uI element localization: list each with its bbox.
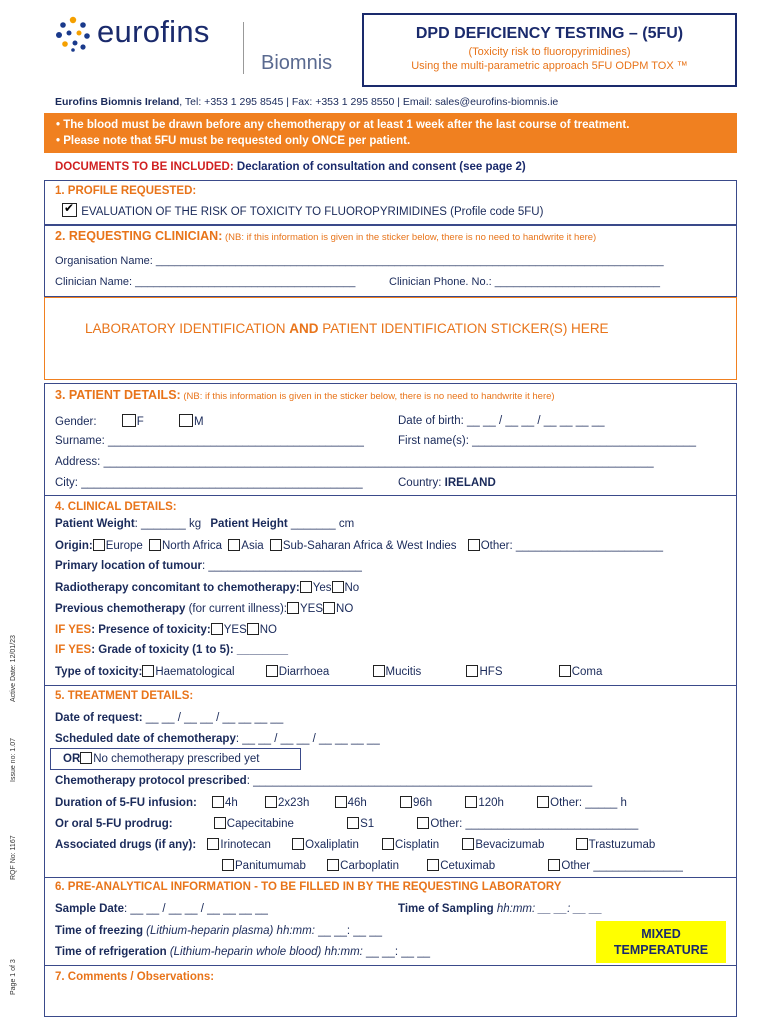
oral-s1: S1	[360, 818, 375, 830]
gender-f-checkbox[interactable]	[122, 414, 136, 427]
drug-cetuximab: Cetuximab	[440, 860, 496, 872]
sample-date-row	[55, 903, 268, 915]
drug-irinotecan: Irinotecan	[220, 839, 271, 851]
mixed-line-2: TEMPERATURE	[613, 943, 709, 957]
origin-row	[55, 539, 663, 552]
clinician-name-field[interactable]: Clinician Name: ____________________________________	[55, 276, 356, 288]
sched-row	[55, 733, 380, 745]
presence-no: NO	[259, 624, 277, 636]
tumour-row	[55, 560, 362, 572]
prev-no-checkbox[interactable]	[323, 602, 335, 614]
oral-label: Or oral 5-FU prodrug:	[55, 818, 173, 830]
drug-bevacizumab: Bevacizumab	[475, 839, 545, 851]
sticker-area	[44, 297, 737, 380]
protocol-row	[55, 775, 592, 787]
side-page: Page 1 of 3	[10, 959, 17, 995]
drug-cetuximab-checkbox[interactable]	[427, 859, 439, 871]
patient-title: 3. PATIENT DETAILS:	[55, 388, 181, 402]
type-haem: Haematological	[155, 666, 235, 678]
dob-field[interactable]: Date of birth: __ __ / __ __ / __ __ __ __	[398, 415, 605, 427]
origin-north-africa-checkbox[interactable]	[149, 539, 161, 551]
tumour-label: Primary location of tumour	[55, 560, 202, 572]
protocol-label: Chemotherapy protocol prescribed	[55, 775, 247, 787]
duration-2x23h: 2x23h	[278, 797, 310, 809]
origin-europe: Europe	[105, 540, 143, 552]
clinician-heading	[55, 229, 596, 243]
documents-text: Declaration of consultation and consent (see page 2)	[233, 161, 526, 173]
side-active-date: Active Date: 12/01/23	[10, 635, 17, 702]
assoc-label: Associated drugs (if any):	[55, 839, 197, 851]
logo-divider	[243, 22, 244, 74]
origin-other: Other: _______________________	[480, 540, 663, 552]
type-haem-checkbox[interactable]	[142, 665, 154, 677]
gender-m-checkbox[interactable]	[179, 414, 193, 427]
drug-panitumumab-checkbox[interactable]	[222, 859, 234, 871]
drug-carboplatin-checkbox[interactable]	[327, 859, 339, 871]
duration-4h: 4h	[225, 797, 238, 809]
gender-m-label: M	[194, 416, 204, 428]
type-diarrhoea: Diarrhoea	[278, 666, 330, 678]
drug-cisplatin: Cisplatin	[395, 839, 440, 851]
drug-trastuzumab-checkbox[interactable]	[576, 838, 588, 850]
or-box	[50, 748, 301, 770]
drugs-row-1	[55, 838, 655, 851]
side-rqf-no: RQF No: 1167	[10, 835, 17, 880]
presence-label: : Presence of toxicity:	[91, 624, 211, 636]
drug-other: Other ______________	[561, 860, 683, 872]
subtitle-1: (Toxicity risk to fluoropyrimidines)	[468, 46, 631, 58]
request-date-label: Date of request:	[55, 712, 143, 724]
duration-4h-checkbox[interactable]	[212, 796, 224, 808]
toxicity-presence-row	[55, 623, 277, 636]
freezing-label: Time of freezing	[55, 925, 143, 937]
sched-field[interactable]: : __ __ / __ __ / __ __ __ __	[235, 733, 380, 745]
request-date-field[interactable]: __ __ / __ __ / __ __ __ __	[142, 712, 284, 724]
prev-yes-checkbox[interactable]	[287, 602, 299, 614]
eurofins-logo	[55, 14, 355, 74]
city-field[interactable]: City: ____________________________________________	[55, 477, 363, 489]
profile-option-label: EVALUATION OF THE RISK OF TOXICITY TO FLUOROPYRIMIDINES (Profile code 5FU)	[81, 206, 544, 218]
radio-label: Radiotherapy concomitant to chemotherapy:	[55, 582, 300, 594]
request-date-row	[55, 712, 283, 724]
grade-row	[55, 644, 288, 656]
type-diarrhoea-checkbox[interactable]	[266, 665, 278, 677]
organisation-field[interactable]: Organisation Name: ___________________________________________________________________________________	[55, 255, 664, 267]
clinician-phone-field[interactable]: Clinician Phone. No.: ___________________________	[389, 276, 660, 288]
grade-field[interactable]: : Grade of toxicity (1 to 5): ________	[91, 644, 289, 656]
origin-label: Origin:	[55, 540, 93, 552]
drug-bevacizumab-checkbox[interactable]	[462, 838, 474, 850]
duration-other: Other: _____ h	[550, 797, 627, 809]
profile-title: 1. PROFILE REQUESTED:	[55, 185, 197, 197]
freezing-row	[55, 925, 382, 937]
sampling-time-row	[398, 903, 602, 915]
type-coma: Coma	[571, 666, 603, 678]
drugs-row-2	[222, 859, 683, 872]
page-title: DPD DEFICIENCY TESTING – (5FU)	[415, 25, 684, 42]
presence-yes: YES	[223, 624, 247, 636]
origin-europe-checkbox[interactable]	[93, 539, 105, 551]
tumour-field[interactable]: : ________________________	[201, 560, 362, 572]
ifyes-label-1: IF YES	[55, 624, 92, 636]
country-value: IRELAND	[444, 477, 496, 489]
mixed-line-1: MIXED	[641, 927, 681, 941]
oral-capecitabine: Capecitabine	[226, 818, 294, 830]
oral-s1-checkbox[interactable]	[347, 817, 359, 829]
refrig-row	[55, 946, 430, 958]
prev-chemo-note: (for current illness):	[185, 603, 287, 615]
warning-banner	[44, 113, 737, 153]
weight-label: Patient Weight	[55, 518, 135, 530]
drug-carboplatin: Carboplatin	[340, 860, 399, 872]
duration-other-checkbox[interactable]	[537, 796, 549, 808]
toxicity-type-row	[55, 665, 602, 678]
side-issue-no: Issue no: 1.07	[10, 738, 17, 782]
duration-96h-checkbox[interactable]	[400, 796, 412, 808]
weight-field[interactable]: : _______ kg	[134, 518, 202, 530]
brand-name: eurofins	[97, 14, 210, 49]
origin-north-africa: North Africa	[162, 540, 223, 552]
or-label: OR	[63, 753, 81, 765]
drug-panitumumab: Panitumumab	[235, 860, 306, 872]
duration-96h: 96h	[412, 797, 433, 809]
type-mucitis-checkbox[interactable]	[373, 665, 385, 677]
sub-brand: Biomnis	[261, 52, 333, 74]
sampling-time-label: Time of Sampling	[398, 903, 494, 915]
duration-120h: 120h	[478, 797, 504, 809]
origin-ssa-checkbox[interactable]	[270, 539, 282, 551]
freezing-note: (Lithium-heparin plasma) hh:mm:	[142, 925, 315, 937]
radio-no: No	[344, 582, 360, 594]
gender-label: Gender:	[55, 416, 97, 428]
banner-line-1: • The blood must be drawn before any chemotherapy or at least 1 week after the last course of treatment.	[56, 119, 630, 131]
clinician-title: 2. REQUESTING CLINICIAN:	[55, 229, 223, 243]
preanalytical-title: 6. PRE-ANALYTICAL INFORMATION - TO BE FILLED IN BY THE REQUESTING LABORATORY	[55, 881, 562, 893]
radio-no-checkbox[interactable]	[332, 581, 344, 593]
origin-asia: Asia	[241, 540, 264, 552]
mixed-temperature-badge	[596, 921, 726, 963]
sample-date-field[interactable]: : __ __ / __ __ / __ __ __ __	[124, 903, 268, 915]
documents-label: DOCUMENTS TO BE INCLUDED:	[55, 161, 234, 173]
country-label: Country:	[398, 477, 445, 489]
documents-line	[55, 161, 526, 173]
subtitle-2: Using the multi-parametric approach 5FU ODPM TOX ™	[411, 60, 688, 72]
type-hfs: HFS	[479, 666, 503, 678]
contact-name: Eurofins Biomnis Ireland	[55, 96, 180, 108]
prev-chemo-row	[55, 602, 353, 615]
duration-46h: 46h	[347, 797, 367, 809]
sticker-pre: LABORATORY IDENTIFICATION	[85, 321, 290, 336]
contact-line	[55, 96, 558, 108]
oral-capecitabine-checkbox[interactable]	[214, 817, 226, 829]
sample-date-label: Sample Date	[55, 903, 125, 915]
no-chemo-label: No chemotherapy prescribed yet	[93, 753, 260, 765]
sticker-and: AND	[289, 321, 319, 336]
prev-yes: YES	[300, 603, 324, 615]
first-name-field[interactable]: First name(s): ___________________________________	[398, 435, 696, 447]
refrig-field[interactable]: __ __: __ __	[362, 946, 431, 958]
oral-row	[55, 817, 638, 830]
duration-46h-checkbox[interactable]	[335, 796, 347, 808]
type-label: Type of toxicity:	[55, 666, 143, 678]
sampling-time-field[interactable]: hh:mm: __ __: __ __	[493, 903, 603, 915]
type-mucitis: Mucitis	[385, 666, 422, 678]
drug-cisplatin-checkbox[interactable]	[382, 838, 394, 850]
duration-120h-checkbox[interactable]	[465, 796, 477, 808]
gender-row	[55, 414, 204, 428]
origin-other-checkbox[interactable]	[468, 539, 480, 551]
duration-row	[55, 796, 627, 809]
address-field[interactable]: Address: ______________________________________________________________________________________	[55, 456, 654, 468]
type-hfs-checkbox[interactable]	[466, 665, 478, 677]
oral-other: Other: ___________________________	[430, 818, 639, 830]
drug-oxaliplatin: Oxaliplatin	[305, 839, 359, 851]
title-box	[362, 13, 737, 87]
country-field	[398, 477, 496, 489]
type-coma-checkbox[interactable]	[559, 665, 571, 677]
sticker-post: PATIENT IDENTIFICATION STICKER(S) HERE	[318, 321, 609, 336]
radio-yes-checkbox[interactable]	[300, 581, 312, 593]
prev-chemo-label: Previous chemotherapy	[55, 603, 186, 615]
presence-no-checkbox[interactable]	[247, 623, 259, 635]
clinical-title: 4. CLINICAL DETAILS:	[55, 501, 177, 513]
profile-option	[62, 203, 543, 218]
radio-yes: Yes	[312, 582, 332, 594]
sched-label: Scheduled date of chemotherapy	[55, 733, 236, 745]
freezing-field[interactable]: __ __: __ __	[314, 925, 383, 937]
height-label: Patient Height	[210, 518, 288, 530]
contact-details: , Tel: +353 1 295 8545 | Fax: +353 1 295 8550 | Email: sales@eurofins-biomnis.ie	[179, 96, 559, 108]
patient-note: (NB: if this information is given in the sticker below, there is no need to handwrite it here)	[180, 391, 555, 402]
treatment-title: 5. TREATMENT DETAILS:	[55, 690, 194, 702]
gender-f-label: F	[136, 416, 144, 428]
drug-oxaliplatin-checkbox[interactable]	[292, 838, 304, 850]
oral-other-checkbox[interactable]	[417, 817, 429, 829]
weight-height-row	[55, 518, 354, 530]
refrig-label: Time of refrigeration	[55, 946, 167, 958]
banner-line-2: • Please note that 5FU must be requested only ONCE per patient.	[56, 135, 411, 147]
sticker-text	[85, 321, 609, 336]
origin-asia-checkbox[interactable]	[228, 539, 240, 551]
patient-heading	[55, 388, 555, 402]
profile-checkbox[interactable]	[62, 203, 77, 217]
prev-no: NO	[336, 603, 354, 615]
height-field[interactable]: _______ cm	[287, 518, 355, 530]
ifyes-label-2: IF YES	[55, 644, 92, 656]
radio-row	[55, 581, 359, 594]
comments-title: 7. Comments / Observations:	[55, 971, 215, 983]
drug-other-checkbox[interactable]	[548, 859, 560, 871]
duration-label: Duration of 5-FU infusion:	[55, 797, 197, 809]
clinician-note: (NB: if this information is given in the sticker below, there is no need to handwrite it here)	[222, 232, 597, 243]
eurofins-dots-icon	[55, 16, 91, 52]
refrig-note: (Lithium-heparin whole blood) hh:mm:	[166, 946, 363, 958]
duration-2x23h-checkbox[interactable]	[265, 796, 277, 808]
surname-field[interactable]: Surname: ________________________________________	[55, 435, 364, 447]
presence-yes-checkbox[interactable]	[211, 623, 223, 635]
drug-irinotecan-checkbox[interactable]	[207, 838, 219, 850]
origin-ssa: Sub-Saharan Africa & West Indies	[282, 540, 457, 552]
no-chemo-checkbox[interactable]	[80, 752, 92, 764]
protocol-field[interactable]: : _____________________________________________________	[246, 775, 593, 787]
drug-trastuzumab: Trastuzumab	[588, 839, 656, 851]
